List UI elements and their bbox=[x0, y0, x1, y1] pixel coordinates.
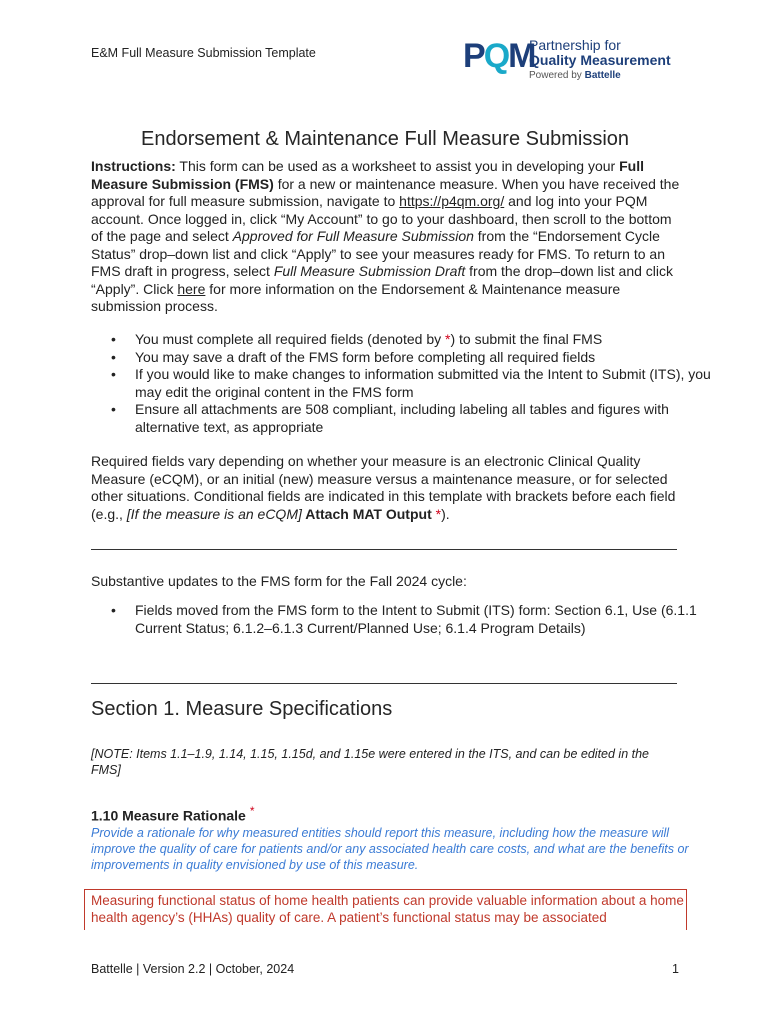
list-item: • You may save a draft of the FMS form before completing all required fields bbox=[135, 349, 725, 367]
measure-rationale-heading: 1.10 Measure Rationale * bbox=[91, 804, 255, 824]
updates-title: Substantive updates to the FMS form for the Fall 2024 cycle: bbox=[91, 573, 467, 589]
footer-version: Battelle | Version 2.2 | October, 2024 bbox=[91, 962, 295, 976]
required-fields-paragraph: Required fields vary depending on whether your measure is an electronic Clinical Quality Measure (eCQM), or an initial (new) measure versus a maintenance measure, or for selected other situations. Conditional fields are indicated in this template with brackets before each field (e.g., [If the measure is an eCQM] Attach MAT Output *). bbox=[91, 453, 676, 522]
page-number: 1 bbox=[672, 962, 679, 976]
divider bbox=[91, 549, 677, 550]
instructions-paragraph: Instructions: This form can be used as a worksheet to assist you in developing your Full Measure Submission (FMS) for a new or maintenance measure. When you have received the approval for full measure submission, navigate to https://p4qm.org/ and log into your PQM account. Once logged in, click “My Account” to go to your dashboard, then scroll to the bottom of the page and select Approved for Full Measure Submission from the “Endorsement Cycle Status” drop–down list and click “Apply” to see your measures ready for FMS. To return to an FMS draft in progress, select Full Measure Submission Draft from the drop–down list and click “Apply”. Click here for more information on the Endorsement & Maintenance measure submission process. bbox=[91, 158, 680, 314]
list-item: • Ensure all attachments are 508 compliant, including labeling all tables and figures with alternative text, as appropriate bbox=[135, 401, 725, 436]
pqm-logo-mark: PQM bbox=[463, 37, 535, 75]
more-info-link[interactable]: here bbox=[177, 280, 206, 297]
instruction-bullets bbox=[91, 331, 725, 436]
updates-list bbox=[91, 602, 725, 637]
section-heading: Section 1. Measure Specifications bbox=[91, 698, 393, 720]
required-asterisk: * bbox=[445, 331, 451, 347]
divider bbox=[91, 683, 677, 684]
rationale-answer-text: Measuring functional status of home health patients can provide valuable information about a home health agency’s (HHAs) quality of care. A patient’s functional status may be associated bbox=[91, 893, 684, 925]
rationale-guidance: Provide a rationale for why measured entities should report this measure, including how the measure will improve the quality of care for patients and/or any associated health care costs, and what are the benefits or improvements in quality envisioned by use of this measure. bbox=[91, 826, 689, 872]
list-item: • Fields moved from the FMS form to the Intent to Submit (ITS) form: Section 6.1, Use (6.1.1 Current Status; 6.1.2–6.1.3 Current/Planned Use; 6.1.4 Program Details) bbox=[135, 602, 725, 637]
running-header: E&M Full Measure Submission Template bbox=[91, 46, 316, 60]
list-item: • If you would like to make changes to information submitted via the Intent to Submit (ITS), you may edit the original content in the FMS form bbox=[135, 366, 725, 401]
pqm-logo bbox=[463, 36, 693, 84]
required-asterisk: * bbox=[249, 804, 255, 818]
pqm-logo-text: Partnership for Quality Measurement Powered by Battelle bbox=[529, 37, 671, 81]
document-title: Endorsement & Maintenance Full Measure Submission bbox=[140, 128, 630, 150]
rationale-answer-field[interactable] bbox=[84, 889, 687, 930]
section-note: [NOTE: Items 1.1–1.9, 1.14, 1.15, 1.15d, and 1.15e were entered in the ITS, and can be edited in the FMS] bbox=[91, 747, 650, 777]
list-item: • You must complete all required fields (denoted by *) to submit the final FMS bbox=[135, 331, 725, 349]
p4qm-link[interactable]: https://p4qm.org/ bbox=[399, 193, 505, 209]
